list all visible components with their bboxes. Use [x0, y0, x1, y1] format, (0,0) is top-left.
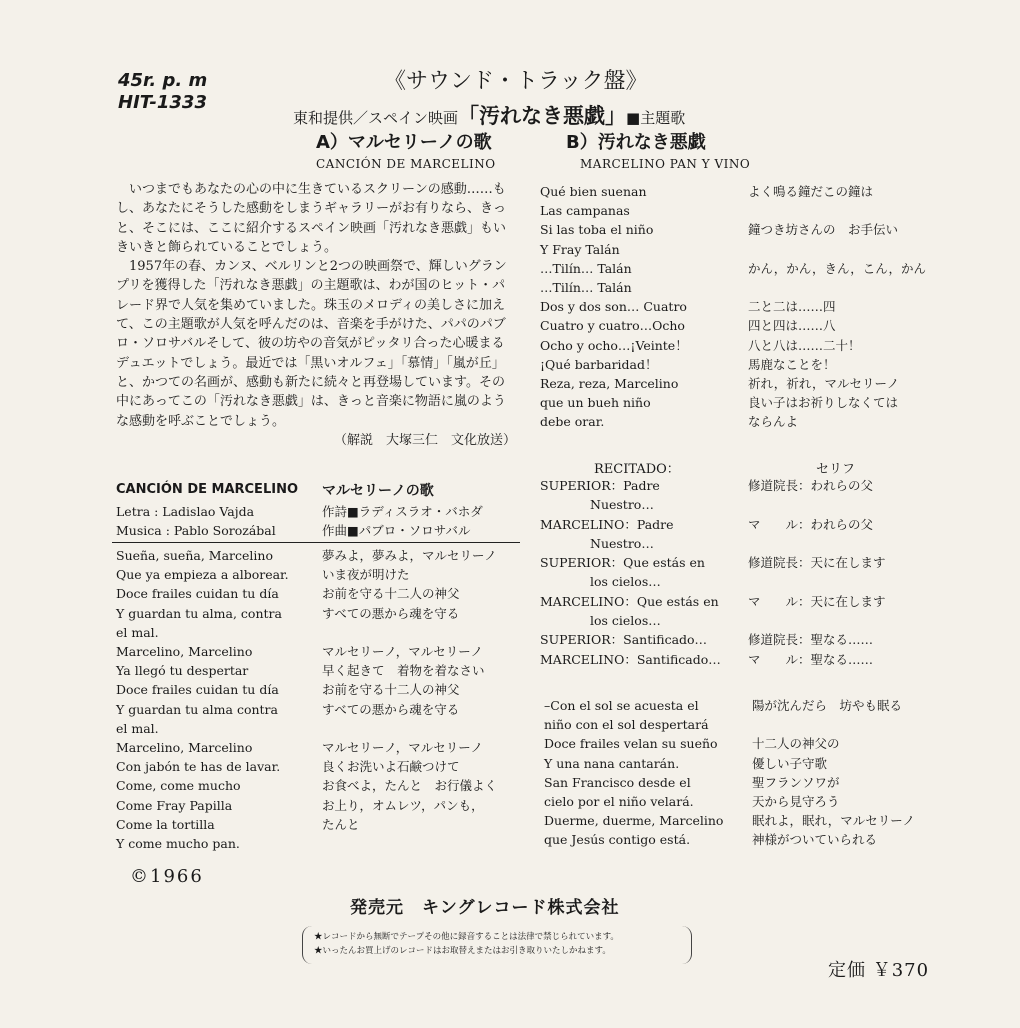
price: 定価 ￥370 — [828, 960, 930, 981]
song-b-lyrics-es-line: Reza, reza, Marcelino — [540, 376, 679, 392]
subtitle-pre: 東和提供／スペイン映画 — [293, 109, 459, 127]
recitado-es — [540, 476, 721, 669]
catalog-number: HIT-1333 — [118, 92, 207, 113]
song-a-heading-jp: マルセリーノの歌 — [322, 483, 434, 499]
song-b-lyrics-es-line: Cuatro y cuatro…Ocho — [540, 318, 685, 334]
recitado-jp — [748, 476, 886, 669]
closing-lyrics-jp — [752, 696, 915, 850]
closing-lyrics-jp-line: 十二人の神父の — [752, 736, 840, 752]
liner-notes — [116, 180, 516, 450]
song-a-lyrics-jp-line: 夢みよ，夢みよ，マルセリーノ — [322, 548, 497, 563]
song-a-lyrics-jp-line: すべての悪から魂を守る — [322, 605, 460, 621]
closing-lyrics-es-line: Duerme, duerme, Marcelino — [544, 813, 724, 829]
song-a-lyrics-es-line: Con jabón te has de lavar. — [116, 759, 281, 775]
closing-lyrics-es-line: cielo por el niño velará. — [544, 794, 694, 810]
closing-lyrics-jp-line — [752, 715, 915, 734]
song-a-lyrics-jp-line: すべての悪から魂を守る — [322, 701, 460, 717]
song-b-lyrics-jp-line: ならんよ — [748, 414, 799, 430]
song-a-lyrics-jp-line — [322, 834, 497, 853]
song-b-lyrics-jp-line: 四と四は……八 — [748, 318, 836, 334]
closing-lyrics-jp-line: 天から見守ろう — [752, 794, 840, 810]
recitado-es-line: SUPERIOR：Padre — [540, 478, 660, 493]
song-b-lyrics-jp-line — [748, 240, 926, 259]
song-b-lyrics-es-line: …Tilín… Talán — [540, 260, 632, 276]
song-a-lyrics-es-line: Marcelino, Marcelino — [116, 740, 253, 756]
song-a-credits-jp — [322, 502, 483, 540]
song-b-lyrics-es-line: Si las toba el niño — [540, 222, 654, 238]
recitado-es-line: Nuestro… — [540, 535, 654, 551]
song-b-lyrics-es-line: …Tilín… Talán — [540, 280, 632, 296]
song-a-lyrics-es-line: Sueña, sueña, Marcelino — [116, 548, 273, 563]
recitado-jp-line — [748, 534, 886, 553]
song-b-lyrics-es-line: ¡Qué barbaridad！ — [540, 356, 658, 372]
song-b-lyrics-jp — [748, 182, 926, 432]
song-a-lyrics-jp-line: たんと — [322, 816, 360, 832]
recitado-jp-line: 修道院長：われらの父 — [748, 478, 874, 493]
recitado-jp-line: マ ル：聖なる…… — [748, 651, 874, 667]
closing-lyrics-jp-line: 聖フランソワが — [752, 774, 840, 790]
speed-label: 45r. p. m — [118, 70, 208, 91]
song-b-lyrics-es-line: Ocho y ocho…¡Veinte！ — [540, 337, 688, 353]
song-b-lyrics-jp-line: 馬鹿なことを！ — [748, 356, 836, 372]
notice-line: ★いったんお買上げのレコードはお取替えまたはお引き取りいたしかねます。 — [314, 946, 611, 956]
recitado-es-line: MARCELINO：Que estás en — [540, 593, 719, 609]
series-title: 《サウンド・トラック盤》 — [384, 69, 648, 94]
song-b-lyrics-jp-line: 祈れ，祈れ，マルセリーノ — [748, 376, 900, 392]
closing-lyrics-jp-line: 優しい子守歌 — [752, 755, 828, 771]
subtitle — [293, 100, 685, 130]
composer-credit-jp: 作曲■パブロ・ソロサバル — [322, 523, 471, 538]
song-a-lyrics-jp-line: お上り，オムレツ，パンも， — [322, 797, 484, 813]
liner-notes-paragraph: いつまでもあなたの心の中に生きているスクリーンの感動……もし、あなたにそうした感動をしまうギャラリーがお有りなら、きっと、そこには、ここに紹介するスペイン映画「汚れなき悪戯」もいきいきと飾られていることでしょう。 — [116, 182, 507, 255]
song-a-lyrics-es-line: el mal. — [116, 624, 159, 640]
song-b-lyrics-jp-line: 二と二は……四 — [748, 299, 836, 315]
closing-lyrics-jp-line: 神様がついていられる — [752, 832, 878, 848]
song-a-title: A）マルセリーノの歌 — [316, 132, 492, 153]
song-b-lyrics-es-line: Qué bien suenan — [540, 184, 647, 199]
song-a-lyrics-es-line: Come la tortilla — [116, 816, 215, 832]
song-b-lyrics-jp-line: 八と八は……二十！ — [748, 337, 861, 353]
film-title: 「汚れなき悪戯」 — [458, 103, 627, 128]
notice-line: ★レコードから無断でテープその他に録音することは法律で禁じられています。 — [314, 932, 619, 942]
song-a-lyrics-es-line: Come, come mucho — [116, 778, 241, 794]
closing-lyrics-jp-line: 陽が沈んだら 坊やも眠る — [752, 698, 903, 713]
song-a-lyrics-es-line: el mal. — [116, 720, 159, 736]
song-b-lyrics-jp-line: よく鳴る鐘だこの鐘は — [748, 184, 874, 199]
liner-notes-paragraph: 1957年の春、カンヌ、ベルリンと2つの映画祭で、輝しいグランプリを獲得した「汚れなき悪戯」の主題歌は、わが国のヒット・パレード界で人気を集めていました。珠玉のメロディの美しさに加えて、この主題歌が人気を呼んだのは、音楽を手がけた、パパのパブロ・ソロサバルそして、彼の坊やの音気がピッタリ合った心暖まるデュエットでしょう。最近では「黒いオルフェ」「慕情」「嵐が丘」と、かつての名画が、感動も新たに続々と再登場しています。その中にあってこの「汚れなき悪戯」は、きっと音楽に物語に嵐のような感動を呼ぶことでしょう。 — [116, 259, 507, 429]
divider — [112, 542, 520, 543]
liner-notes-credit: （解説 大塚三仁 文化放送） — [333, 432, 516, 448]
recitado-jp-line — [748, 572, 886, 591]
song-a-lyrics-jp — [322, 546, 497, 853]
song-a-lyrics-es-line: Marcelino, Marcelino — [116, 644, 253, 660]
song-b-lyrics-es-line: Dos y dos son… Cuatro — [540, 299, 687, 315]
lyricist-credit: Letra : Ladislao Vajda — [116, 504, 255, 519]
song-a-lyrics-es-line: Que ya empieza a alborear. — [116, 567, 289, 583]
song-a-lyrics-jp-line: マルセリーノ，マルセリーノ — [322, 644, 484, 660]
recitado-jp-line: マ ル：天に在します — [748, 593, 886, 609]
recitado-es-line: los cielos… — [540, 574, 661, 590]
song-a-lyrics-es — [116, 546, 289, 853]
closing-lyrics-es-line: que Jesús contigo está. — [544, 832, 691, 848]
closing-lyrics-jp-line: 眠れよ，眠れ，マルセリーノ — [752, 813, 916, 829]
recitado-jp-line: 修道院長：聖なる…… — [748, 632, 874, 648]
closing-lyrics-es-line: Doce frailes velan su sueño — [544, 736, 718, 752]
song-b-title: B）汚れなき悪戯 — [566, 132, 706, 153]
song-a-lyrics-jp-line: 早く起きて 着物を着なさい — [322, 663, 485, 679]
subtitle-post: ■主題歌 — [626, 109, 686, 127]
recitado-jp-line — [748, 611, 886, 630]
song-a-lyrics-jp-line: 良くお洗いよ石鹸つけて — [322, 759, 460, 775]
recitado-label-jp: セリフ — [816, 462, 856, 477]
recitado-jp-line — [748, 495, 886, 514]
recitado-es-line: SUPERIOR：Santificado… — [540, 632, 708, 648]
song-a-lyrics-es-line: Doce frailes cuidan tu día — [116, 682, 279, 698]
song-a-lyrics-es-line: Y guardan tu alma contra — [116, 701, 278, 717]
closing-lyrics-es-line: Y una nana cantarán. — [544, 755, 680, 771]
song-a-lyrics-es-line: Come Fray Papilla — [116, 797, 233, 813]
song-b-title-en: MARCELINO PAN Y VINO — [580, 157, 751, 171]
song-a-lyrics-jp-line: お食べよ，たんと お行儀よく — [322, 778, 498, 794]
song-a-heading-es: CANCIÓN DE MARCELINO — [116, 482, 298, 497]
song-a-lyrics-jp-line: お前を守る十二人の神父 — [322, 682, 460, 698]
song-a-lyrics-jp-line — [322, 719, 497, 738]
song-b-lyrics-jp-line: 良い子はお祈りしなくては — [748, 395, 899, 411]
copyright: ©1966 — [130, 866, 204, 887]
song-b-lyrics-jp-line — [748, 201, 926, 220]
recitado-label: RECITADO： — [594, 462, 680, 477]
recitado-es-line: Nuestro… — [540, 497, 654, 513]
song-a-lyrics-es-line: Y guardan tu alma, contra — [116, 605, 282, 621]
song-b-lyrics-jp-line — [748, 278, 926, 297]
publisher: 発売元 キングレコード株式会社 — [350, 898, 620, 918]
recitado-jp-line: 修道院長：天に在します — [748, 555, 886, 571]
song-a-lyrics-es-line: Ya llegó tu despertar — [116, 663, 249, 679]
closing-lyrics-es-line: San Francisco desde el — [544, 774, 691, 790]
song-a-lyrics-es-line: Y come mucho pan. — [116, 836, 240, 852]
song-b-lyrics-jp-line: かん，かん，きん，こん，かん — [748, 260, 927, 276]
recitado-es-line: SUPERIOR：Que estás en — [540, 555, 705, 571]
closing-lyrics-es-line: –Con el sol se acuesta el — [544, 698, 699, 713]
song-b-lyrics-es-line: Y Fray Talán — [540, 241, 620, 257]
recitado-es-line: los cielos… — [540, 613, 661, 629]
composer-credit: Musica : Pablo Sorozábal — [116, 523, 276, 538]
song-a-lyrics-es-line: Doce frailes cuidan tu día — [116, 586, 279, 602]
recitado-es-line: MARCELINO：Santificado… — [540, 651, 721, 667]
recitado-jp-line: マ ル：われらの父 — [748, 516, 874, 532]
record-info — [118, 70, 207, 114]
closing-lyrics-es-line: niño con el sol despertará — [544, 717, 709, 733]
recitado-es-line: MARCELINO：Padre — [540, 516, 674, 532]
legal-notice — [314, 930, 619, 958]
song-b-lyrics-es — [540, 182, 688, 432]
song-a-lyrics-jp-line: いま夜が明けた — [322, 567, 410, 583]
song-a-lyrics-jp-line: お前を守る十二人の神父 — [322, 586, 460, 602]
song-a-title-en: CANCIÓN DE MARCELINO — [316, 157, 496, 171]
lyricist-credit-jp: 作詩■ラディスラオ・バホダ — [322, 504, 483, 519]
song-b-lyrics-es-line: debe orar. — [540, 414, 605, 430]
song-b-lyrics-es-line: que un bueh niño — [540, 395, 651, 411]
song-b-lyrics-es-line: Las campanas — [540, 203, 630, 219]
song-b-lyrics-jp-line: 鐘つき坊さんの お手伝い — [748, 222, 899, 238]
song-a-lyrics-jp-line — [322, 623, 497, 642]
song-a-credits-es — [116, 502, 276, 540]
song-a-lyrics-jp-line: マルセリーノ，マルセリーノ — [322, 740, 484, 756]
closing-lyrics-es — [544, 696, 723, 850]
